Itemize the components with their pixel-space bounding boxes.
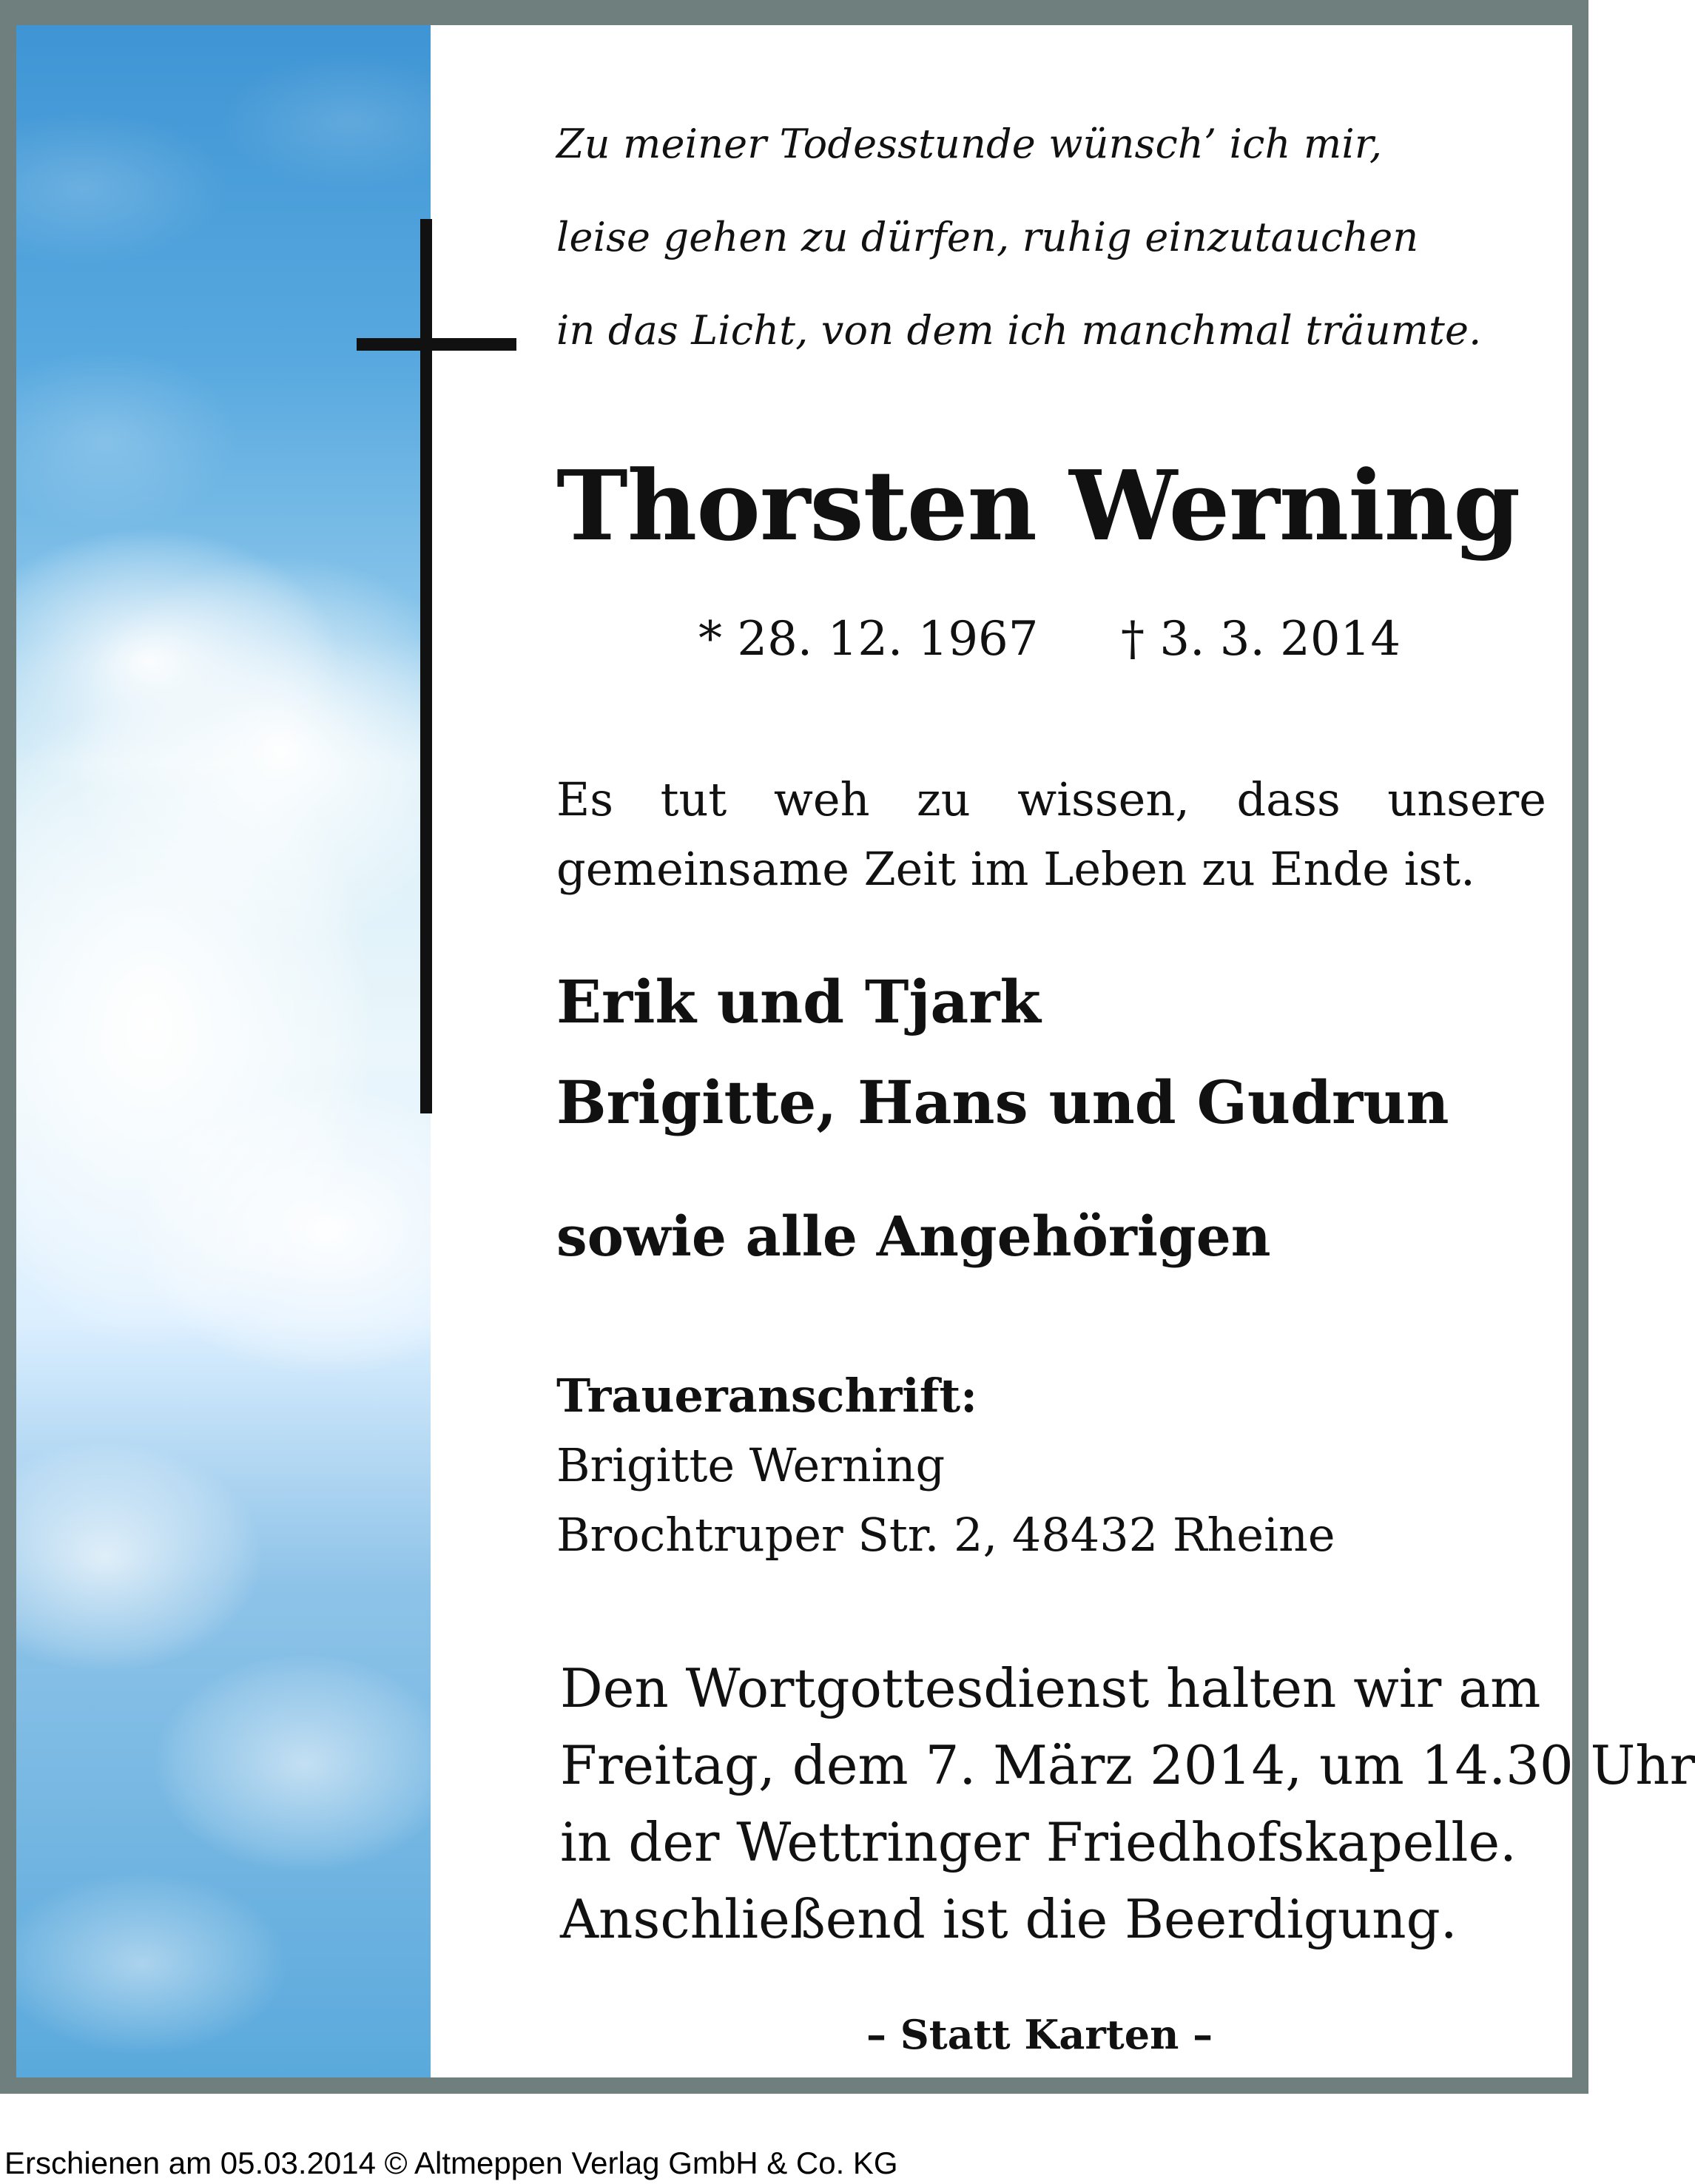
poem-line: Zu meiner Todesstunde wünsch’ ich mir, <box>556 121 1383 167</box>
sentiment-text: Es tut weh zu wissen, dass unsere gemeinsame Zeit im Leben zu Ende ist. <box>556 772 1546 896</box>
poem-line: in das Licht, von dem ich manchmal träumte. <box>556 307 1482 354</box>
deceased-name: Thorsten Werning <box>556 449 1520 562</box>
address-name: Brigitte Werning <box>556 1438 946 1492</box>
death-date: † 3. 3. 2014 <box>1121 612 1401 667</box>
relatives-line: sowie alle Angehörigen <box>556 1205 1271 1269</box>
mourning-address <box>556 1361 1518 1570</box>
address-heading: Traueranschrift: <box>556 1369 978 1423</box>
service-info <box>560 1650 1695 1958</box>
poem <box>556 98 1518 377</box>
address-street-city: Brochtruper Str. 2, 48432 Rheine <box>556 1508 1335 1562</box>
obituary-panel <box>16 25 1695 2077</box>
mourners <box>556 951 1518 1153</box>
mourner-line: Brigitte, Hans und Gudrun <box>556 1068 1449 1137</box>
cross-icon-vertical <box>420 219 432 1113</box>
mourner-line: Erik und Tjark <box>556 967 1041 1037</box>
birth-date: * 28. 12. 1967 <box>698 612 1039 667</box>
publication-note: Erschienen am 05.03.2014 © Altmeppen Verlag GmbH & Co. KG <box>4 2146 898 2180</box>
cross-icon-horizontal <box>357 338 516 351</box>
service-line: Freitag, dem 7. März 2014, um 14.30 Uhr <box>560 1734 1695 1796</box>
service-line: in der Wettringer Friedhofskapelle. <box>560 1811 1517 1873</box>
poem-line: leise gehen zu dürfen, ruhig einzutauchen <box>556 214 1419 260</box>
service-line: Anschließend ist die Beerdigung. <box>560 1888 1458 1950</box>
service-line: Den Wortgottesdienst halten wir am <box>560 1657 1541 1719</box>
closing-note: – Statt Karten – <box>866 2011 1213 2058</box>
sky-cloud-image <box>16 25 431 2077</box>
